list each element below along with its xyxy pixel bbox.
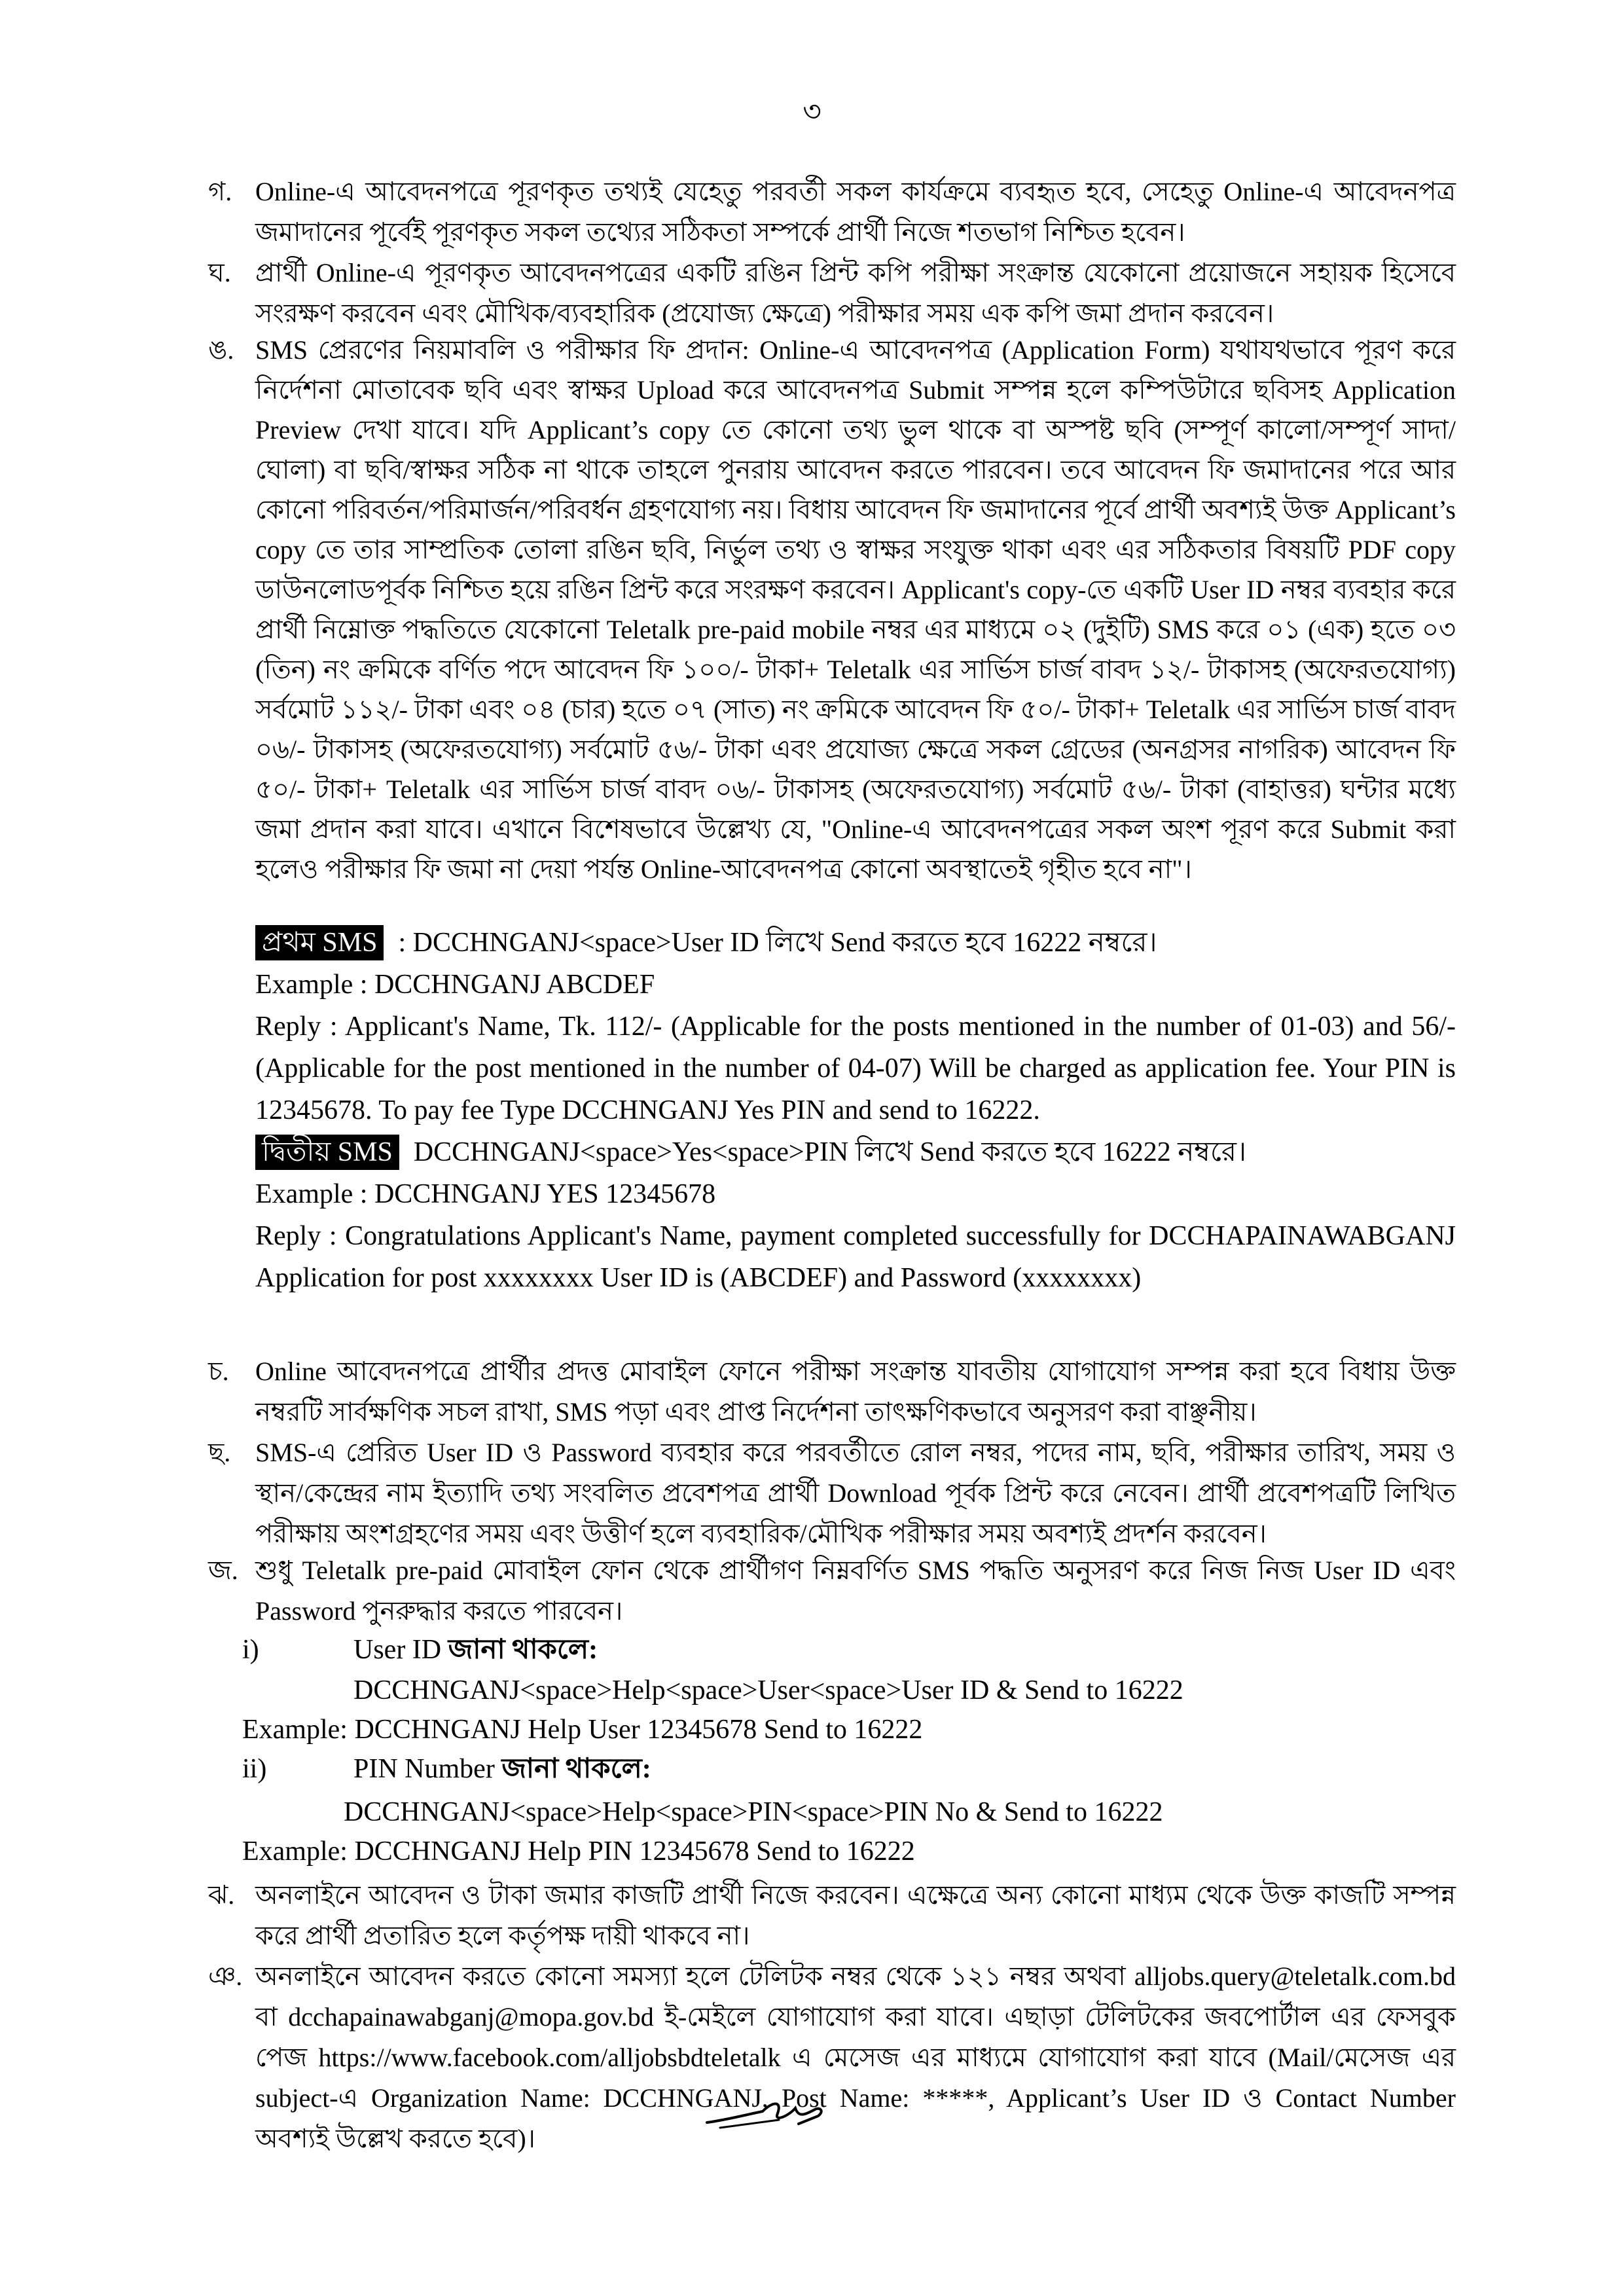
clause-umo [208, 330, 1456, 889]
clause-gha [208, 253, 1456, 334]
clause-text: Online-এ আবেদনপত্রে পূরণকৃত তথ্যই যেহেতু পরবর্তী সকল কার্যক্রমে ব্যবহৃত হবে, সেহেতু Online-এ আবেদনপত্র জমাদানের পূর্বেই পূরণকৃত সকল তথ্যের সঠিকতা সম্পর্কে প্রার্থী নিজে শতভাগ নিশ্চিত হবেন। [255, 177, 1456, 247]
clause-marker: ঝ. [208, 1880, 235, 1910]
help-i-label: User ID [353, 1635, 442, 1665]
help-i-bold: জানা থাকলে: [448, 1635, 598, 1665]
clause-marker: গ. [208, 177, 232, 206]
clause-marker: ঘ. [208, 258, 231, 287]
help-user-id-command: DCCHNGANJ<space>Help<space>User<space>User ID & Send to 16222 [353, 1675, 1183, 1705]
sms2-badge: দ্বিতীয় SMS [255, 1135, 399, 1170]
sms1-reply: Reply : Applicant's Name, Tk. 112/- (Applicable for the posts mentioned in the number of 01-03) and 56/- (Applicable for the post mentioned in the number of 04-07) Will be charged as application fee. Your PIN is 12345678. To pay fee Type DCCHNGANJ Yes PIN and send to 16222. [255, 1011, 1456, 1125]
clause-text: SMS-এ প্রেরিত User ID ও Password ব্যবহার করে পরবর্তীতে রোল নম্বর, পদের নাম, ছবি, পরীক্ষার তারিখ, সময় ও স্থান/কেন্দ্রের নাম ইত্যাদি তথ্য সংবলিত প্রবেশপত্র প্রার্থী Download পূর্বক প্রিন্ট করে নেবেন। প্রার্থী প্রবেশপত্রটি লিখিত পরীক্ষায় অংশগ্রহণের সময় এবং উত্তীর্ণ হলে ব্যবহারিক/মৌখিক পরীক্ষার সময় অবশ্যই প্রদর্শন করবেন। [255, 1438, 1456, 1548]
sms2-example: Example : DCCHNGANJ YES 12345678 [255, 1179, 716, 1209]
help-i-number: i) [242, 1635, 259, 1665]
signature-icon [700, 2082, 831, 2147]
sms2-reply: Reply : Congratulations Applicant's Name, payment completed successfully for DCCHAPAINAWABGANJ Application for post xxxxxxxx User ID is (ABCDEF) and Password (xxxxxxxx) [255, 1221, 1456, 1293]
clause-marker: ঞ. [208, 1961, 243, 1991]
clause-marker: ঙ. [208, 335, 234, 365]
clause-marker: ছ. [208, 1438, 231, 1467]
clause-text: অনলাইনে আবেদন করতে কোনো সমস্যা হলে টেলিটক নম্বর থেকে ১২১ নম্বর অথবা alljobs.query@teletalk.com.bd বা dcchapainawabganj@mopa.gov.bd ই-মেইলে যোগাযোগ করা যাবে। এছাড়া টেলিটকের জবপোর্টাল এর ফেসবুক পেজ https://www.facebook.com/alljobsbdteletalk এ মেসেজ এর মাধ্যমে যোগাযোগ করা যাবে (Mail/মেসেজ এর subject-এ Organization Name: DCCHNGANJ, Post Name: *****, Applicant’s User ID ও Contact Number অবশ্যই উল্লেখ করতে হবে)। [255, 1961, 1456, 2153]
sms2-instruction-line [255, 1131, 1456, 1173]
help-ii-label: PIN Number [353, 1754, 495, 1784]
clause-nio [208, 1956, 1456, 2159]
sms1-instruction: : DCCHNGANJ<space>User ID লিখে Send করতে হবে 16222 নম্বরে। [398, 928, 1157, 958]
clause-text: প্রার্থী Online-এ পূরণকৃত আবেদনপত্রের একটি রঙিন প্রিন্ট কপি পরীক্ষা সংক্রান্ত যেকোনো প্রয়োজনে সহায়ক হিসেবে সংরক্ষণ করবেন এবং মৌখিক/ব্যবহারিক (প্রযোজ্য ক্ষেত্রে) পরীক্ষার সময় এক কপি জমা প্রদান করবেন। [255, 258, 1456, 328]
clause-text: Online আবেদনপত্রে প্রার্থীর প্রদত্ত মোবাইল ফোনে পরীক্ষা সংক্রান্ত যাবতীয় যোগাযোগ সম্পন্ন করা হবে বিধায় উক্ত নম্বরটি সার্বক্ষণিক সচল রাখা, SMS পড়া এবং প্রাপ্ত নির্দেশনা তাৎক্ষণিকভাবে অনুসরণ করা বাঞ্ছনীয়। [255, 1357, 1456, 1427]
clause-text: অনলাইনে আবেদন ও টাকা জমার কাজটি প্রার্থী নিজে করবেন। এক্ষেত্রে অন্য কোনো মাধ্যম থেকে উক্ত কাজটি সম্পন্ন করে প্রার্থী প্রতারিত হলে কর্তৃপক্ষ দায়ী থাকবে না। [255, 1880, 1456, 1950]
help-pin-command: DCCHNGANJ<space>Help<space>PIN<space>PIN No & Send to 16222 [344, 1797, 1163, 1827]
sms1-badge: প্রথম SMS [255, 925, 384, 960]
help-ii-number: ii) [242, 1754, 267, 1784]
clause-chha [208, 1432, 1456, 1554]
clause-ja [208, 1550, 1456, 1631]
clause-marker: জ. [208, 1556, 238, 1585]
sms1-instruction-line [255, 922, 1456, 964]
page-number: ৩ [803, 96, 821, 128]
clause-ga [208, 172, 1456, 253]
clause-cha [208, 1351, 1456, 1432]
help-user-id-heading [242, 1630, 598, 1669]
help-pin-heading [242, 1749, 651, 1789]
clause-text: SMS প্রেরণের নিয়মাবলি ও পরীক্ষার ফি প্রদান: Online-এ আবেদনপত্র (Application Form) যথাযথভাবে পূরণ করে নির্দেশনা মোতাবেক ছবি এবং স্বাক্ষর Upload করে আবেদনপত্র Submit সম্পন্ন হলে কম্পিউটারে ছবিসহ Application Preview দেখা যাবে। যদি Applicant’s copy তে কোনো তথ্য ভুল থাকে বা অস্পষ্ট ছবি (সম্পূর্ণ কালো/সম্পূর্ণ সাদা/ঘোলা) বা ছবি/স্বাক্ষর সঠিক না থাকে তাহলে পুনরায় আবেদন করতে পারবেন। তবে আবেদন ফি জমাদানের পরে আর কোনো পরিবর্তন/পরিমার্জন/পরিবর্ধন গ্রহণযোগ্য নয়। বিধায় আবেদন ফি জমাদানের পূর্বে প্রার্থী অবশ্যই উক্ত Applicant’s copy তে তার সাম্প্রতিক তোলা রঙিন ছবি, নির্ভুল তথ্য ও স্বাক্ষর সংযুক্ত থাকা এবং এর সঠিকতার বিষয়টি PDF copy ডাউনলোডপূর্বক নিশ্চিত হয়ে রঙিন প্রিন্ট করে সংরক্ষণ করবেন। Applicant's copy-তে একটি User ID নম্বর ব্যবহার করে প্রার্থী নিম্নোক্ত পদ্ধতিতে যেকোনো Teletalk pre-paid mobile নম্বর এর মাধ্যমে ০২ (দুইটি) SMS করে ০১ (এক) হতে ০৩ (তিন) নং ক্রমিকে বর্ণিত পদে আবেদন ফি ১০০/- টাকা+ Teletalk এর সার্ভিস চার্জ বাবদ ১২/- টাকাসহ (অফেরতযোগ্য) সর্বমোট ১১২/- টাকা এবং ০৪ (চার) হতে ০৭ (সাত) নং ক্রমিকে আবেদন ফি ৫০/- টাকা+ Teletalk এর সার্ভিস চার্জ বাবদ ০৬/- টাকাসহ (অফেরতযোগ্য) সর্বমোট ৫৬/- টাকা এবং প্রযোজ্য ক্ষেত্রে সকল গ্রেডের (অনগ্রসর নাগরিক) আবেদন ফি ৫০/- টাকা+ Teletalk এর সার্ভিস চার্জ বাবদ ০৬/- টাকাসহ (অফেরতযোগ্য) সর্বমোট ৫৬/- টাকা (বাহাত্তর) ঘন্টার মধ্যে জমা প্রদান করা যাবে। এখানে বিশেষভাবে উল্লেখ্য যে, "Online-এ আবেদনপত্রের সকল অংশ পূরণ করে Submit করা হলেও পরীক্ষার ফি জমা না দেয়া পর্যন্ত Online-আবেদনপত্র কোনো অবস্থাতেই গৃহীত হবে না"। [255, 335, 1456, 884]
clause-text: শুধু Teletalk pre-paid মোবাইল ফোন থেকে প্রার্থীগণ নিম্নবর্ণিত SMS পদ্ধতি অনুসরণ করে নিজ নিজ User ID এবং Password পুনরুদ্ধার করতে পারবেন। [255, 1556, 1456, 1626]
clause-jha [208, 1875, 1456, 1956]
clause-marker: চ. [208, 1357, 229, 1386]
help-ii-bold: জানা থাকলে: [501, 1754, 651, 1784]
help-pin-example: Example: DCCHNGANJ Help PIN 12345678 Send to 16222 [242, 1836, 915, 1867]
sms2-instruction: DCCHNGANJ<space>Yes<space>PIN লিখে Send করতে হবে 16222 নম্বরে। [413, 1137, 1247, 1167]
help-user-id-example: Example: DCCHNGANJ Help User 12345678 Send to 16222 [242, 1715, 923, 1745]
sms1-example: Example : DCCHNGANJ ABCDEF [255, 970, 655, 1000]
